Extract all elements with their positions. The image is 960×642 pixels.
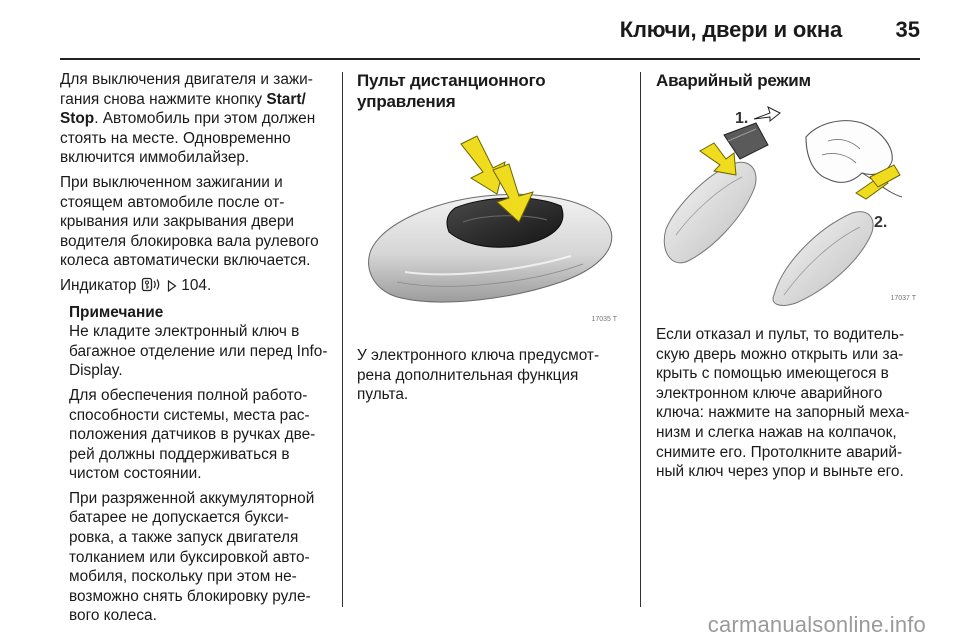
page-number: 35 [895,17,920,42]
page-reference-arrow-icon [167,278,177,298]
start-stop-label: Start/ Stop [60,90,306,128]
remote-key-illustration [357,122,623,334]
remote-key-drawing [357,122,623,334]
column-2 [357,70,627,410]
paragraph-indicator: Индикатор 104. [60,276,328,298]
paragraph-steering-lock: При выключенном зажигании и стоящем автомобиле после открывания или закрывания двери водителя блокировка вала рулевого колеса автоматически включается. [60,173,319,270]
page-title: Ключи, двери и окна [619,17,842,42]
column-divider-right [640,72,641,607]
paragraph-emergency: Если отказал и пульт, то водительскую дверь можно открыть или закрыть с помощью имеющегося в электронном ключе аварийного ключа: нажмите на запорный механизм и слегка нажав на колпачок, снимите его. Протолкните аварийный ключ через упор и выньте его. [656,326,910,481]
emergency-key-drawing [656,101,922,313]
column-1 [60,70,328,631]
yellow-arrow-press [700,143,736,175]
step-label-1: 1. [735,110,749,127]
column-3 [656,70,924,487]
note-title: Примечание [69,303,164,321]
watermark: carmanualsonline.info [707,612,926,637]
note-block [69,303,328,627]
note-paragraph-3: При разряженной аккумуляторной батарее не допускается буксировка, а также запуск двигателя толканием или буксировкой автомобиля, поскольку при этом невозможно снять блокировку рулевого колеса. [69,489,315,625]
note-paragraph-1: Не кладите электронный ключ в багажное отделение или перед Info-Display. [69,323,328,380]
yellow-arrow-left [461,136,505,194]
section-heading-remote: Пульт дистанционного управления [357,71,546,111]
section-heading-emergency: Аварийный режим [656,71,811,90]
paragraph-engine-off: Для выключения двигателя и зажигания снова нажмите кнопку Start/ Stop. Автомобиль при этом должен стоять на месте. Одновременно включится иммобилайзер. [60,71,316,167]
header-rule [60,58,920,60]
column-divider-left [342,72,343,607]
figure-code: 17037 T [890,295,916,303]
step-label-2: 2. [874,214,888,231]
figure-code: 17035 T [591,316,617,324]
paragraph-remote: У электронного ключа предусмотрена дополнительная функция пульта. [357,347,600,404]
note-paragraph-2: Для обеспечения полной работоспособности системы, места расположения датчиков в ручках дверей должны поддерживаться в чистом состоянии. [69,386,316,483]
emergency-key-illustration [656,101,922,313]
key-indicator-icon [141,277,163,298]
